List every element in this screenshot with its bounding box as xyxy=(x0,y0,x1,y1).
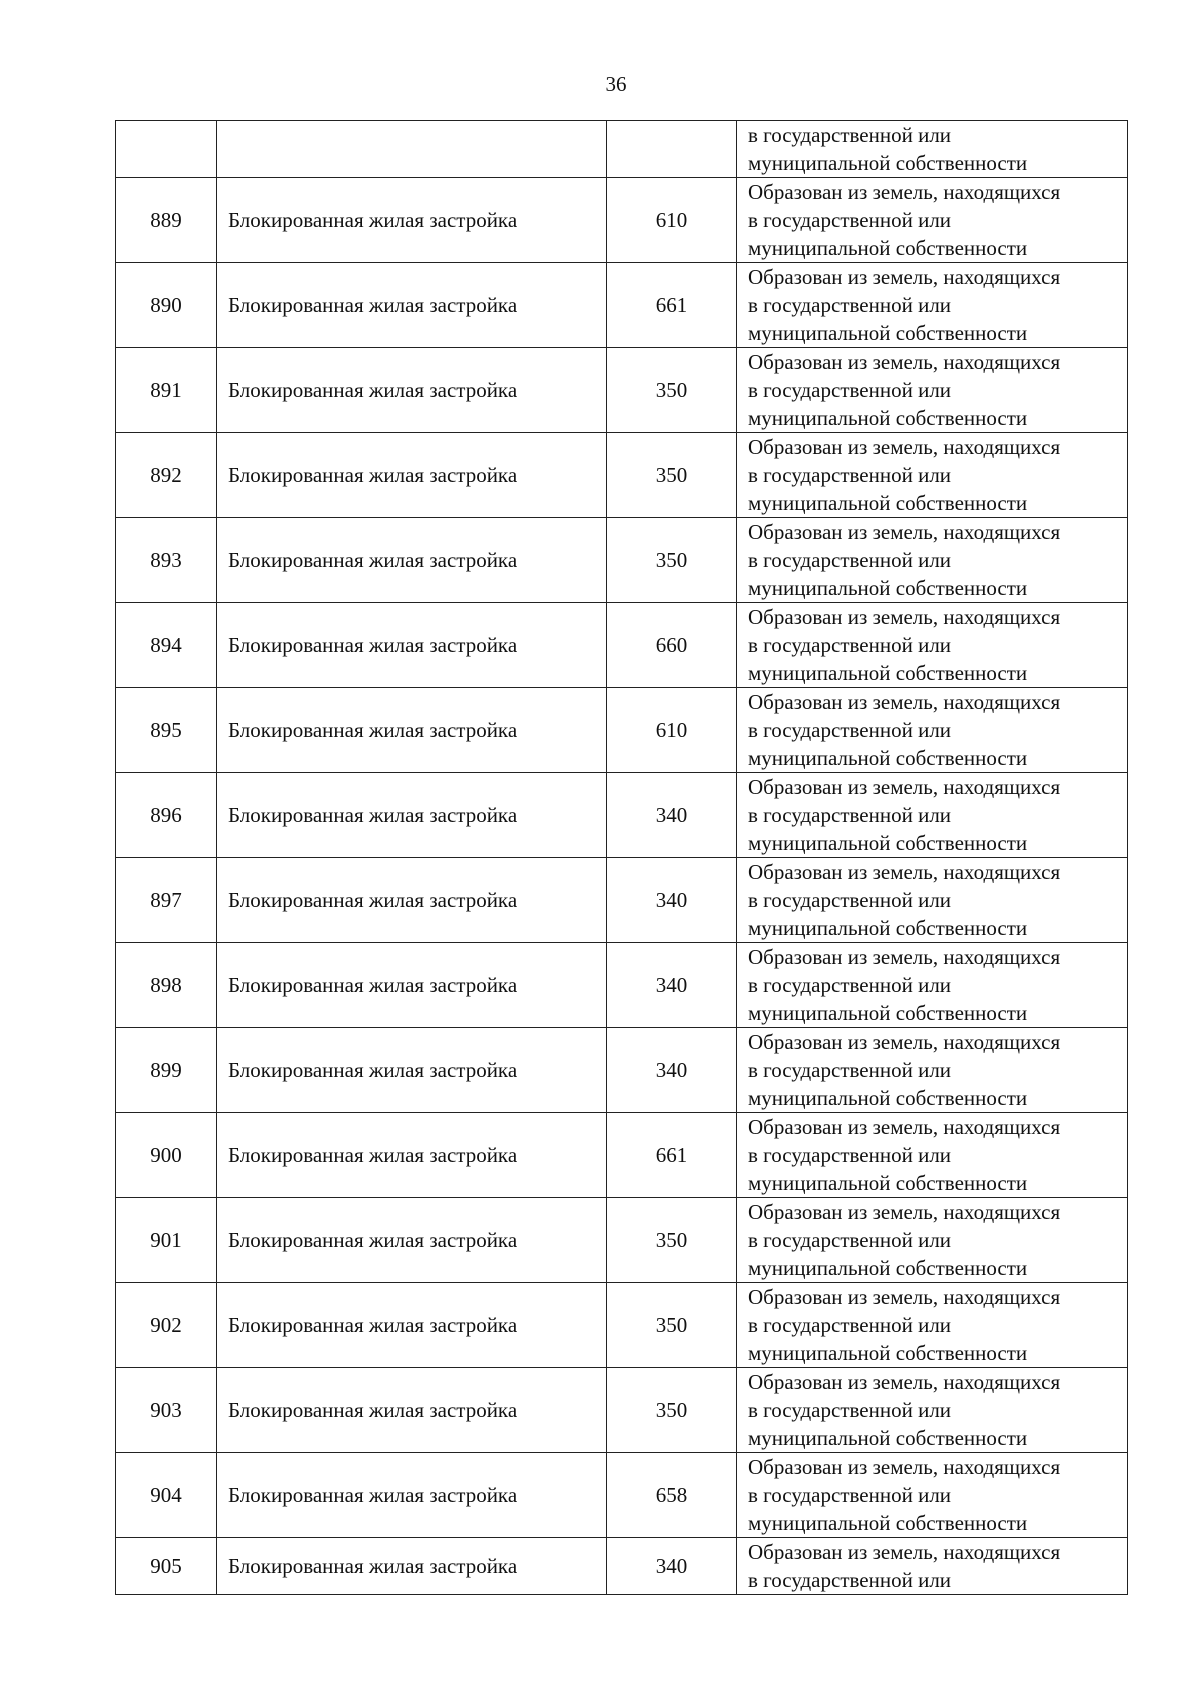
cell-permitted-use: Блокированная жилая застройка xyxy=(217,1453,607,1538)
note-line: в государственной или xyxy=(748,1568,952,1592)
note-line: в государственной или xyxy=(748,208,952,232)
note-line: муниципальной собственности xyxy=(748,491,1028,515)
cell-number: 904 xyxy=(116,1453,217,1538)
cell-area: 661 xyxy=(607,263,737,348)
cell-permitted-use: Блокированная жилая застройка xyxy=(217,1198,607,1283)
cell-note xyxy=(737,433,1128,518)
note-line: муниципальной собственности xyxy=(748,746,1028,770)
table-row xyxy=(116,1113,1128,1198)
note-line: Образован из земель, находящихся xyxy=(748,1030,1061,1054)
note-line: Образован из земель, находящихся xyxy=(748,180,1061,204)
cell-permitted-use: Блокированная жилая застройка xyxy=(217,1113,607,1198)
note-line: Образован из земель, находящихся xyxy=(748,605,1061,629)
cell-area: 350 xyxy=(607,1283,737,1368)
note-line: муниципальной собственности xyxy=(748,1001,1028,1025)
cell-number: 894 xyxy=(116,603,217,688)
note-line: в государственной или xyxy=(748,803,952,827)
note-line: в государственной или xyxy=(748,1483,952,1507)
cell-permitted-use: Блокированная жилая застройка xyxy=(217,773,607,858)
cell-area: 350 xyxy=(607,1368,737,1453)
cell-area: 660 xyxy=(607,603,737,688)
note-line: муниципальной собственности xyxy=(748,576,1028,600)
cell-note xyxy=(737,1198,1128,1283)
cell-number: 889 xyxy=(116,178,217,263)
cell-number: 891 xyxy=(116,348,217,433)
note-line: в государственной или xyxy=(748,1228,952,1252)
cell-area: 340 xyxy=(607,1538,737,1595)
table-row-continued xyxy=(116,121,1128,178)
table-row xyxy=(116,1198,1128,1283)
cell-area: 340 xyxy=(607,943,737,1028)
note-line: в государственной или xyxy=(748,1313,952,1337)
cell-permitted-use: Блокированная жилая застройка xyxy=(217,943,607,1028)
cell-note xyxy=(737,1453,1128,1538)
cell-permitted-use: Блокированная жилая застройка xyxy=(217,1538,607,1595)
cell-number: 890 xyxy=(116,263,217,348)
cell-permitted-use: Блокированная жилая застройка xyxy=(217,1028,607,1113)
table-row xyxy=(116,1368,1128,1453)
table-row xyxy=(116,858,1128,943)
cell-number: 892 xyxy=(116,433,217,518)
note-line: в государственной или xyxy=(748,463,952,487)
note-line: муниципальной собственности xyxy=(748,661,1028,685)
cell-permitted-use: Блокированная жилая застройка xyxy=(217,1368,607,1453)
note-line: муниципальной собственности xyxy=(748,916,1028,940)
note-line: в государственной или xyxy=(748,378,952,402)
note-line: в государственной или xyxy=(748,888,952,912)
cell-note xyxy=(737,348,1128,433)
note-line: в государственной или xyxy=(748,633,952,657)
table-row xyxy=(116,348,1128,433)
cell-area: 661 xyxy=(607,1113,737,1198)
cell-number: 899 xyxy=(116,1028,217,1113)
cell-number: 897 xyxy=(116,858,217,943)
cell-note xyxy=(737,518,1128,603)
note-line: Образован из земель, находящихся xyxy=(748,520,1061,544)
cell-number: 905 xyxy=(116,1538,217,1595)
cell-permitted-use: Блокированная жилая застройка xyxy=(217,433,607,518)
note-line: муниципальной собственности xyxy=(748,151,1028,175)
cell-note xyxy=(737,1368,1128,1453)
note-line: Образован из земель, находящихся xyxy=(748,435,1061,459)
cell-note xyxy=(737,603,1128,688)
cell-permitted-use: Блокированная жилая застройка xyxy=(217,178,607,263)
cell-note xyxy=(737,1283,1128,1368)
land-plots-table xyxy=(115,120,1128,1595)
cell-number: 902 xyxy=(116,1283,217,1368)
cell-area: 340 xyxy=(607,773,737,858)
cell-note xyxy=(737,943,1128,1028)
cell-permitted-use: Блокированная жилая застройка xyxy=(217,518,607,603)
cell-area: 340 xyxy=(607,858,737,943)
note-line: муниципальной собственности xyxy=(748,1086,1028,1110)
cell-permitted-use: Блокированная жилая застройка xyxy=(217,263,607,348)
cell-number: 903 xyxy=(116,1368,217,1453)
cell-permitted-use: Блокированная жилая застройка xyxy=(217,688,607,773)
cell-note xyxy=(737,858,1128,943)
table-row xyxy=(116,688,1128,773)
cell-permitted-use: Блокированная жилая застройка xyxy=(217,348,607,433)
note-line: Образован из земель, находящихся xyxy=(748,1370,1061,1394)
cell-number xyxy=(116,121,217,178)
cell-number: 896 xyxy=(116,773,217,858)
note-line: муниципальной собственности xyxy=(748,1341,1028,1365)
table-row xyxy=(116,773,1128,858)
note-line: в государственной или xyxy=(748,1058,952,1082)
table-row xyxy=(116,263,1128,348)
table-body xyxy=(116,121,1128,1595)
cell-number: 900 xyxy=(116,1113,217,1198)
table-row xyxy=(116,1538,1128,1595)
cell-note xyxy=(737,121,1128,178)
table-row xyxy=(116,518,1128,603)
cell-area: 340 xyxy=(607,1028,737,1113)
note-line: в государственной или xyxy=(748,973,952,997)
note-line: муниципальной собственности xyxy=(748,1256,1028,1280)
note-line: муниципальной собственности xyxy=(748,1511,1028,1535)
cell-area: 350 xyxy=(607,1198,737,1283)
note-line: муниципальной собственности xyxy=(748,406,1028,430)
cell-area: 350 xyxy=(607,518,737,603)
cell-area: 658 xyxy=(607,1453,737,1538)
note-line: муниципальной собственности xyxy=(748,321,1028,345)
note-line: Образован из земель, находящихся xyxy=(748,350,1061,374)
cell-number: 895 xyxy=(116,688,217,773)
cell-number: 893 xyxy=(116,518,217,603)
table-row xyxy=(116,1283,1128,1368)
cell-area xyxy=(607,121,737,178)
note-line: в государственной или xyxy=(748,293,952,317)
cell-area: 350 xyxy=(607,348,737,433)
cell-area: 610 xyxy=(607,688,737,773)
note-line: муниципальной собственности xyxy=(748,236,1028,260)
cell-area: 350 xyxy=(607,433,737,518)
cell-area: 610 xyxy=(607,178,737,263)
note-line: муниципальной собственности xyxy=(748,1171,1028,1195)
note-line: Образован из земель, находящихся xyxy=(748,1455,1061,1479)
table-row xyxy=(116,603,1128,688)
note-line: в государственной или xyxy=(748,123,952,147)
cell-note xyxy=(737,773,1128,858)
cell-note xyxy=(737,1538,1128,1595)
note-line: в государственной или xyxy=(748,1398,952,1422)
note-line: в государственной или xyxy=(748,1143,952,1167)
note-line: Образован из земель, находящихся xyxy=(748,690,1061,714)
note-line: в государственной или xyxy=(748,548,952,572)
page-number: 36 xyxy=(605,72,627,96)
cell-permitted-use: Блокированная жилая застройка xyxy=(217,858,607,943)
note-line: в государственной или xyxy=(748,718,952,742)
table-row xyxy=(116,178,1128,263)
table-row xyxy=(116,1028,1128,1113)
note-line: муниципальной собственности xyxy=(748,831,1028,855)
cell-permitted-use: Блокированная жилая застройка xyxy=(217,603,607,688)
cell-permitted-use xyxy=(217,121,607,178)
cell-permitted-use: Блокированная жилая застройка xyxy=(217,1283,607,1368)
note-line: Образован из земель, находящихся xyxy=(748,1285,1061,1309)
cell-note xyxy=(737,178,1128,263)
note-line: муниципальной собственности xyxy=(748,1426,1028,1450)
cell-number: 898 xyxy=(116,943,217,1028)
note-line: Образован из земель, находящихся xyxy=(748,265,1061,289)
note-line: Образован из земель, находящихся xyxy=(748,1115,1061,1139)
note-line: Образован из земель, находящихся xyxy=(748,945,1061,969)
table-row xyxy=(116,943,1128,1028)
note-line: Образован из земель, находящихся xyxy=(748,1540,1061,1564)
cell-note xyxy=(737,688,1128,773)
note-line: Образован из земель, находящихся xyxy=(748,775,1061,799)
table-row xyxy=(116,433,1128,518)
cell-note xyxy=(737,1113,1128,1198)
note-line: Образован из земель, находящихся xyxy=(748,860,1061,884)
cell-note xyxy=(737,263,1128,348)
note-line: Образован из земель, находящихся xyxy=(748,1200,1061,1224)
table-row xyxy=(116,1453,1128,1538)
cell-note xyxy=(737,1028,1128,1113)
cell-number: 901 xyxy=(116,1198,217,1283)
